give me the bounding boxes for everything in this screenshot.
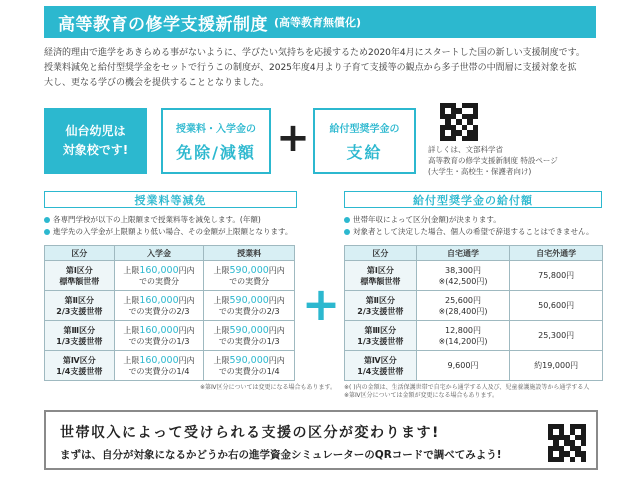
- note-item: 各専門学校が以下の上限額まで授業料等を減免します。(年額): [44, 214, 300, 226]
- away-commute-cell: 50,600円: [510, 291, 603, 321]
- scholarship-footnote: ※第Ⅳ区分については金額が変更になる場合もあります。: [344, 392, 498, 399]
- mext-line: 高等教育の修学支援新制度 特設ページ: [428, 156, 558, 165]
- category-cell: 第Ⅲ区分 1/3支援世帯: [345, 321, 417, 351]
- tuition-fee-cell: 上限590,000円内 での実費分: [204, 261, 295, 291]
- intro-line: 授業料減免と給付型奨学金をセットで行うこの制度が、2025年度4月より子育て支援等の観点から多子世帯の中間層に支援対象を拡: [44, 63, 577, 73]
- tuition-table: [44, 245, 295, 381]
- scholarship-box: [313, 108, 416, 174]
- tuition-notes: [44, 214, 300, 238]
- scholarship-footnote: ※( )内の金額は、生活保護世帯で自宅から通学する人及び、児童養護施設等から通学する人: [344, 384, 590, 391]
- admission-fee-cell: 上限160,000円内 での実費分の2/3: [114, 291, 204, 321]
- tuition-section-title: 授業料等減免: [44, 191, 297, 208]
- page-title: 高等教育の修学支援新制度: [58, 14, 268, 35]
- admission-fee-cell: 上限160,000円内 での実費分の1/4: [114, 351, 204, 381]
- category-cell: 第Ⅳ区分 1/4支援世帯: [345, 351, 417, 381]
- bullet-icon: [44, 229, 50, 235]
- intro-text: [44, 46, 604, 91]
- table-row: [45, 321, 295, 351]
- away-commute-cell: 約19,000円: [510, 351, 603, 381]
- category-cell: 第Ⅱ区分 2/3支援世帯: [45, 291, 115, 321]
- tuition-fee-cell: 上限590,000円内 での実費分の1/3: [204, 321, 295, 351]
- admission-fee-cell: 上限160,000円内 での実費分の1/3: [114, 321, 204, 351]
- table-row: [45, 291, 295, 321]
- table-row: [345, 261, 603, 291]
- column-header: 自宅通学: [416, 246, 510, 261]
- category-cell: 第Ⅰ区分 標準額世帯: [45, 261, 115, 291]
- tuition-footnote: ※第Ⅳ区分については変更になる場合もあります。: [200, 384, 336, 391]
- tuition-fee-cell: 上限590,000円内 での実費分の1/4: [204, 351, 295, 381]
- tuition-fee-cell: 上限590,000円内 での実費分の2/3: [204, 291, 295, 321]
- mext-info: [428, 144, 558, 177]
- badge-line: 仙台幼児は: [65, 124, 126, 138]
- scholarship-notes: [344, 214, 606, 238]
- note-item: 世帯年収によって区分(金額)が決まります。: [344, 214, 606, 226]
- table-row: [45, 351, 295, 381]
- category-cell: 第Ⅰ区分 標準額世帯: [345, 261, 417, 291]
- away-commute-cell: 25,300円: [510, 321, 603, 351]
- mext-line: 詳しくは、文部科学省: [428, 145, 503, 154]
- home-commute-cell: 12,800円 ※(14,200円): [416, 321, 510, 351]
- box-heading: 免除/減額: [176, 142, 256, 162]
- box-heading: 支給: [346, 142, 383, 162]
- home-commute-cell: 25,600円 ※(28,400円): [416, 291, 510, 321]
- eligible-badge: [44, 108, 147, 174]
- box-caption: 授業料・入学金の: [176, 123, 256, 135]
- tuition-exemption-box: [161, 108, 271, 174]
- mext-line: (大学生・高校生・保護者向け): [428, 167, 532, 176]
- bullet-icon: [44, 217, 50, 223]
- away-commute-cell: 75,800円: [510, 261, 603, 291]
- table-header-row: [345, 246, 603, 261]
- admission-fee-cell: 上限160,000円内 での実費分: [114, 261, 204, 291]
- scholarship-section-title: 給付型奨学金の給付額: [344, 191, 602, 208]
- page-header: [44, 6, 596, 38]
- table-row: [345, 351, 603, 381]
- bullet-icon: [344, 217, 350, 223]
- column-header: 授業料: [204, 246, 295, 261]
- qr-code-icon[interactable]: [440, 103, 478, 141]
- table-row: [45, 261, 295, 291]
- category-cell: 第Ⅳ区分 1/4支援世帯: [45, 351, 115, 381]
- column-header: 入学金: [114, 246, 204, 261]
- plus-icon: +: [301, 277, 341, 331]
- home-commute-cell: 9,600円: [416, 351, 510, 381]
- home-commute-cell: 38,300円 ※(42,500円): [416, 261, 510, 291]
- plus-icon: +: [276, 115, 310, 161]
- category-cell: 第Ⅲ区分 1/3支援世帯: [45, 321, 115, 351]
- note-item: 対象者として決定した場合、個人の希望で辞退することはできません。: [344, 226, 606, 238]
- column-header: 自宅外通学: [510, 246, 603, 261]
- banner-text: まずは、自分が対象になるかどうか右の進学資金シミュレーターのQRコードで調べてみよう!: [60, 449, 502, 461]
- box-caption: 給付型奨学金の: [329, 123, 400, 135]
- banner-heading: 世帯収入によって受けられる支援の区分が変わります!: [60, 425, 440, 441]
- column-header: 区分: [345, 246, 417, 261]
- simulator-banner: [44, 410, 598, 470]
- intro-line: 経済的理由で進学をあきらめる事がないように、学びたい気持ちを応援するため2020年4月にスタートした国の新しい支援制度です。: [44, 48, 585, 58]
- category-cell: 第Ⅱ区分 2/3支援世帯: [345, 291, 417, 321]
- table-row: [345, 291, 603, 321]
- page-subtitle: (高等教育無償化): [274, 16, 362, 29]
- qr-code-icon[interactable]: [548, 424, 586, 462]
- intro-line: 大し、更なる学びの機会を提供することとなりました。: [44, 78, 270, 88]
- scholarship-table: [344, 245, 603, 381]
- column-header: 区分: [45, 246, 115, 261]
- table-header-row: [45, 246, 295, 261]
- note-item: 進学先の入学金が上限額より低い場合、その金額が上限額となります。: [44, 226, 300, 238]
- bullet-icon: [344, 229, 350, 235]
- table-row: [345, 321, 603, 351]
- badge-line: 対象校です!: [62, 143, 129, 157]
